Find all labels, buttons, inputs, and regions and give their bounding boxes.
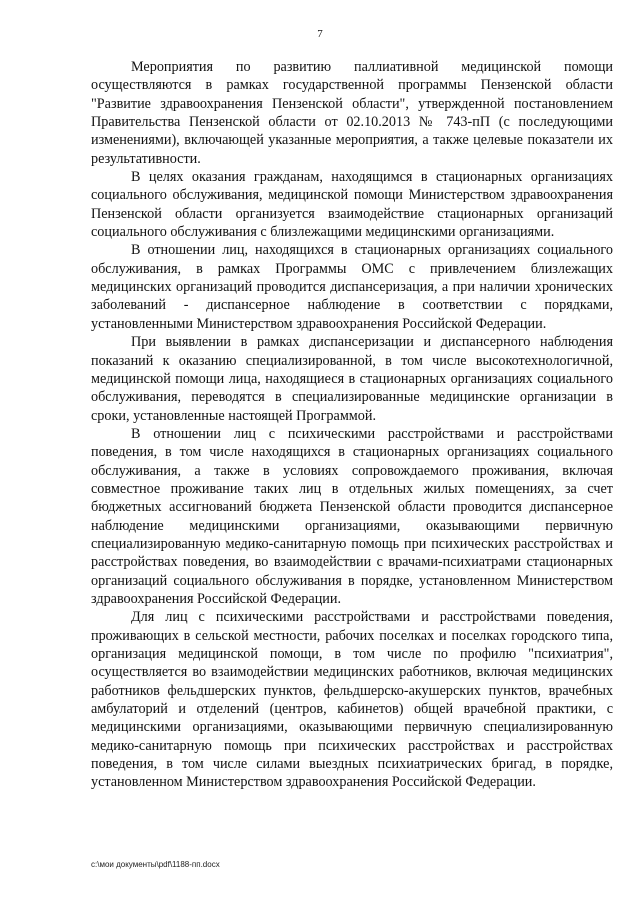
paragraph-dispensarization: В отношении лиц, находящихся в стационарных организациях социального обслуживания, в рамках Программы ОМС с привлечением близлежащих медицинских организаций проводится диспансеризация, а при наличии хронических заболеваний - диспансерное наблюдение в соответствии с порядками, установленными Министерством здравоохранения Российской Федерации. (91, 242, 613, 332)
paragraph-rural-psychiatry: Для лиц с психическими расстройствами и расстройствами поведения, проживающих в сельской местности, рабочих поселках и поселках городского типа, организация медицинской помощи, в том числе по профилю "психиатрия", осуществляется во взаимодействии медицинских работников, включая медицинских работников фельдшерских пунктов, фельдшерско-акушерских пунктов, врачебных амбулаторий и отделений (центров, кабинетов) общей врачебной практики, с медицинскими организациями, оказывающими первичную специализированную медико-санитарную помощь при психических расстройствах и расстройствах поведения, в том числе силами выездных психиатрических бригад, в порядке, установленном Министерством здравоохранения Российской Федерации. (91, 609, 613, 791)
footer-file-path: c:\мои документы\pdf\1188-пп.docx (91, 860, 220, 869)
paragraph-specialized-care: При выявлении в рамках диспансеризации и диспансерного наблюдения показаний к оказанию специализированной, в том числе высокотехнологичной, медицинской помощи лица, находящиеся в стационарных организациях социального обслуживания, переводятся в специализированные медицинские организации в сроки, установленные настоящей Программой. (91, 334, 613, 424)
paragraph-mental-disorders: В отношении лиц с психическими расстройствами и расстройствами поведения, в том числе находящихся в стационарных организациях социального обслуживания, а также в условиях сопровождаемого проживания, включая совместное проживание таких лиц в отдельных жилых помещениях, за счет бюджетных ассигнований бюджета Пензенской области проводится диспансерное наблюдение медицинскими организациями, оказывающими первичную специализированную медико-санитарную помощь при психических расстройствах и расстройствах поведения, во взаимодействии с врачами-психиатрами стационарных организаций социального обслуживания в порядке, установленном Министерством здравоохранения Российской Федерации. (91, 425, 613, 607)
document-body (91, 58, 613, 792)
page-number: 7 (317, 28, 323, 40)
paragraph-social-organizations: В целях оказания гражданам, находящимся в стационарных организациях социального обслуживания, медицинской помощи Министерством здравоохранения Пензенской области организуется взаимодействие стационарных организаций социального обслуживания с близлежащими медицинскими организациями. (91, 169, 613, 241)
paragraph-palliative-care: Мероприятия по развитию паллиативной медицинской помощи осуществляются в рамках государственной программы Пензенской области "Развитие здравоохранения Пензенской области", утвержденной постановлением Правительства Пензенской области от 02.10.2013 № 743-пП (с последующими изменениями), включающей указанные мероприятия, а также целевые показатели их результативности. (91, 59, 613, 167)
